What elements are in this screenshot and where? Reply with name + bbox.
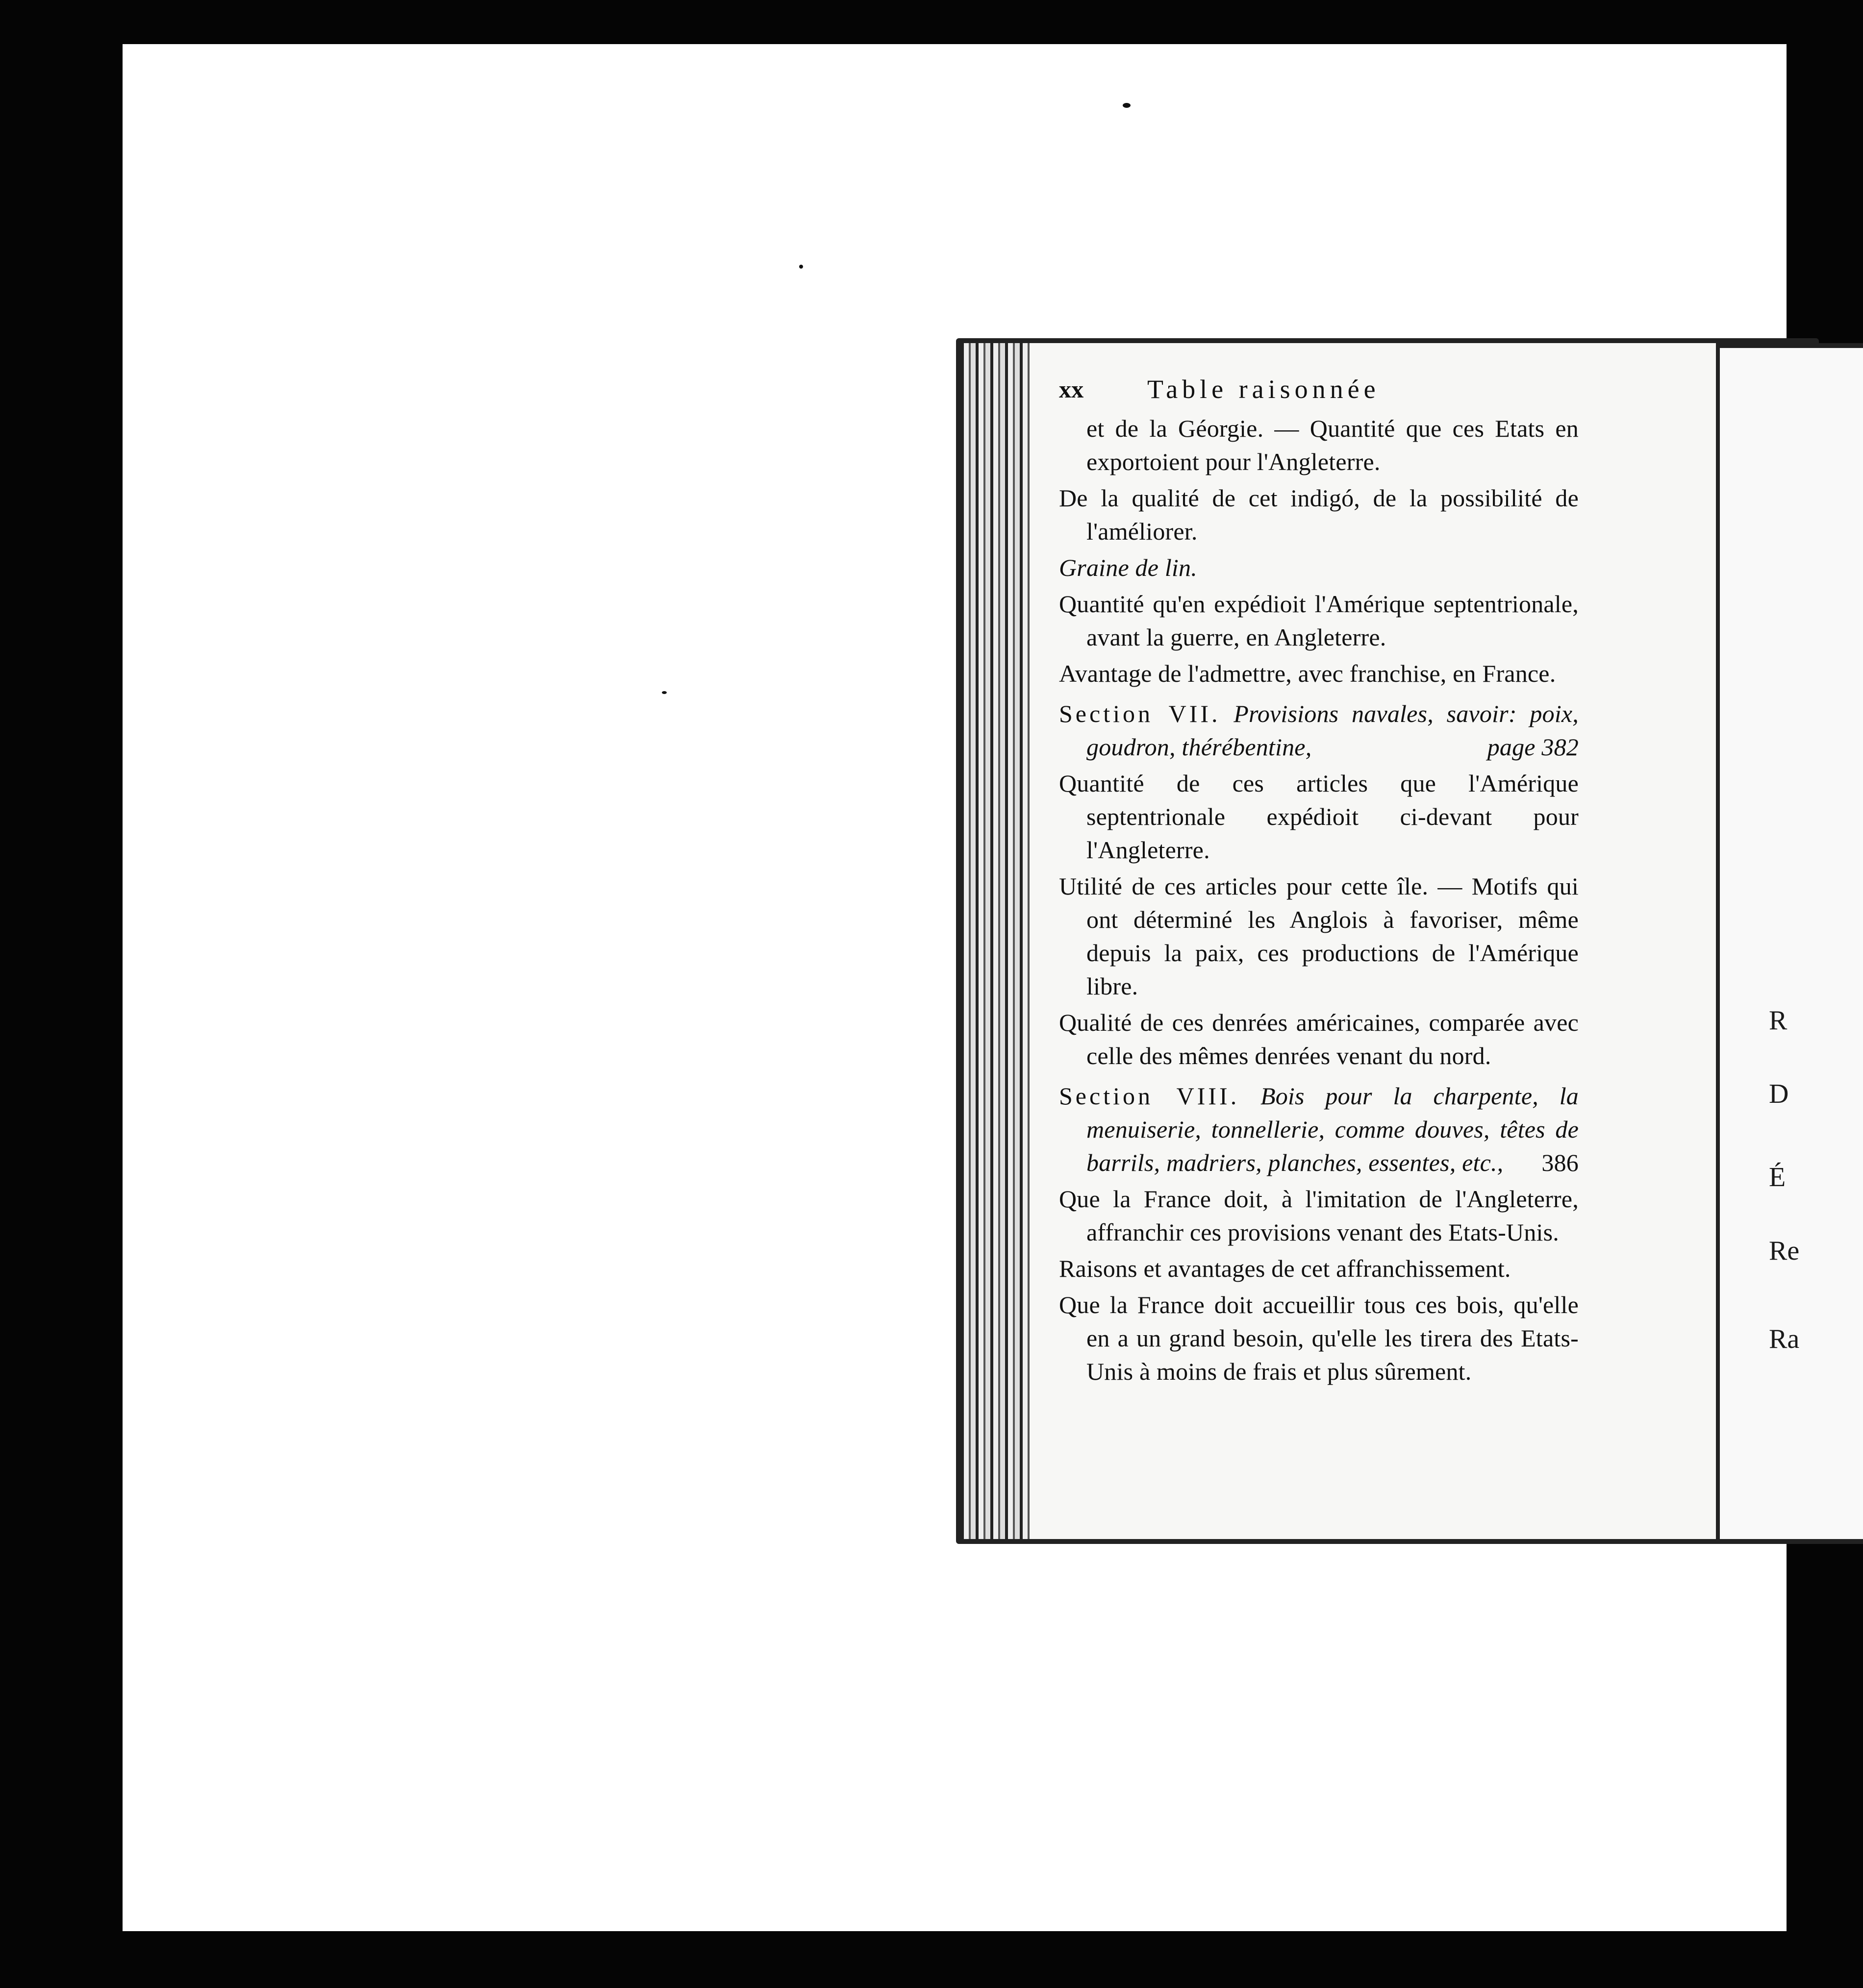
book-right-page [1716, 343, 1863, 1544]
section-label: Section VIII. [1059, 1082, 1240, 1110]
index-subheading: Graine de lin. [1059, 554, 1197, 581]
section-heading [1059, 697, 1579, 764]
scan-area [123, 44, 1800, 1931]
index-entry: Que la France doit accueillir tous ces bois, qu'elle en a un grand besoin, qu'elle les tirera des Etats-Unis à moins de frais et plus sûrement. [1059, 1291, 1579, 1385]
index-entry: Quantité qu'en expédioit l'Amérique septentrionale, avant la guerre, en Angleterre. [1059, 590, 1579, 651]
index-entry: Quantité de ces articles que l'Amérique septentrionale expédioit ci-devant pour l'Angleterre. [1059, 770, 1579, 864]
section-title: Provisions navales, savoir: poix, goudron, thérébentine, [1086, 700, 1579, 761]
section-title: Bois pour la charpente, la menuiserie, tonnellerie, comme douves, têtes de barrils, madriers, planches, essentes, etc., [1086, 1082, 1579, 1176]
right-page-fragment: É [1769, 1162, 1786, 1193]
index-entry: et de la Géorgie. — Quantité que ces Etats en exportoient pour l'Angleterre. [1086, 415, 1579, 475]
dust-speck [799, 265, 803, 269]
right-page-fragment: D [1769, 1079, 1789, 1109]
dust-speck [662, 691, 667, 694]
right-page-fragment: R [1769, 1005, 1787, 1036]
right-page-fragment: Re [1769, 1236, 1800, 1266]
page-text [1059, 373, 1579, 1391]
section-label: Section VII. [1059, 700, 1221, 727]
index-entry: De la qualité de cet indigó, de la possibilité de l'améliorer. [1059, 484, 1579, 545]
index-entry: Qualité de ces denrées américaines, comparée avec celle des mêmes denrées venant du nord. [1059, 1009, 1579, 1069]
index-entry: Raisons et avantages de cet affranchissement. [1059, 1255, 1511, 1282]
page-reference: 386 [1541, 1149, 1579, 1176]
section-heading [1059, 1079, 1579, 1179]
page-reference: page 382 [1487, 733, 1579, 761]
right-page-fragment: Ra [1769, 1324, 1800, 1354]
folio: xx [1059, 375, 1084, 403]
running-title: Table raisonnée [1147, 374, 1380, 404]
index-entry: Que la France doit, à l'imitation de l'Angleterre, affranchir ces provisions venant des Etats-Unis. [1059, 1185, 1579, 1246]
running-head [1059, 373, 1579, 412]
page-edges [961, 343, 1030, 1539]
index-entry: Avantage de l'admettre, avec franchise, en France. [1059, 660, 1556, 687]
book-left-page [956, 338, 1819, 1544]
index-entry: Utilité de ces articles pour cette île. — Motifs qui ont déterminé les Anglois à favoriser, même depuis la paix, ces productions de l'Amérique libre. [1059, 872, 1579, 1000]
dust-speck [1123, 103, 1131, 108]
